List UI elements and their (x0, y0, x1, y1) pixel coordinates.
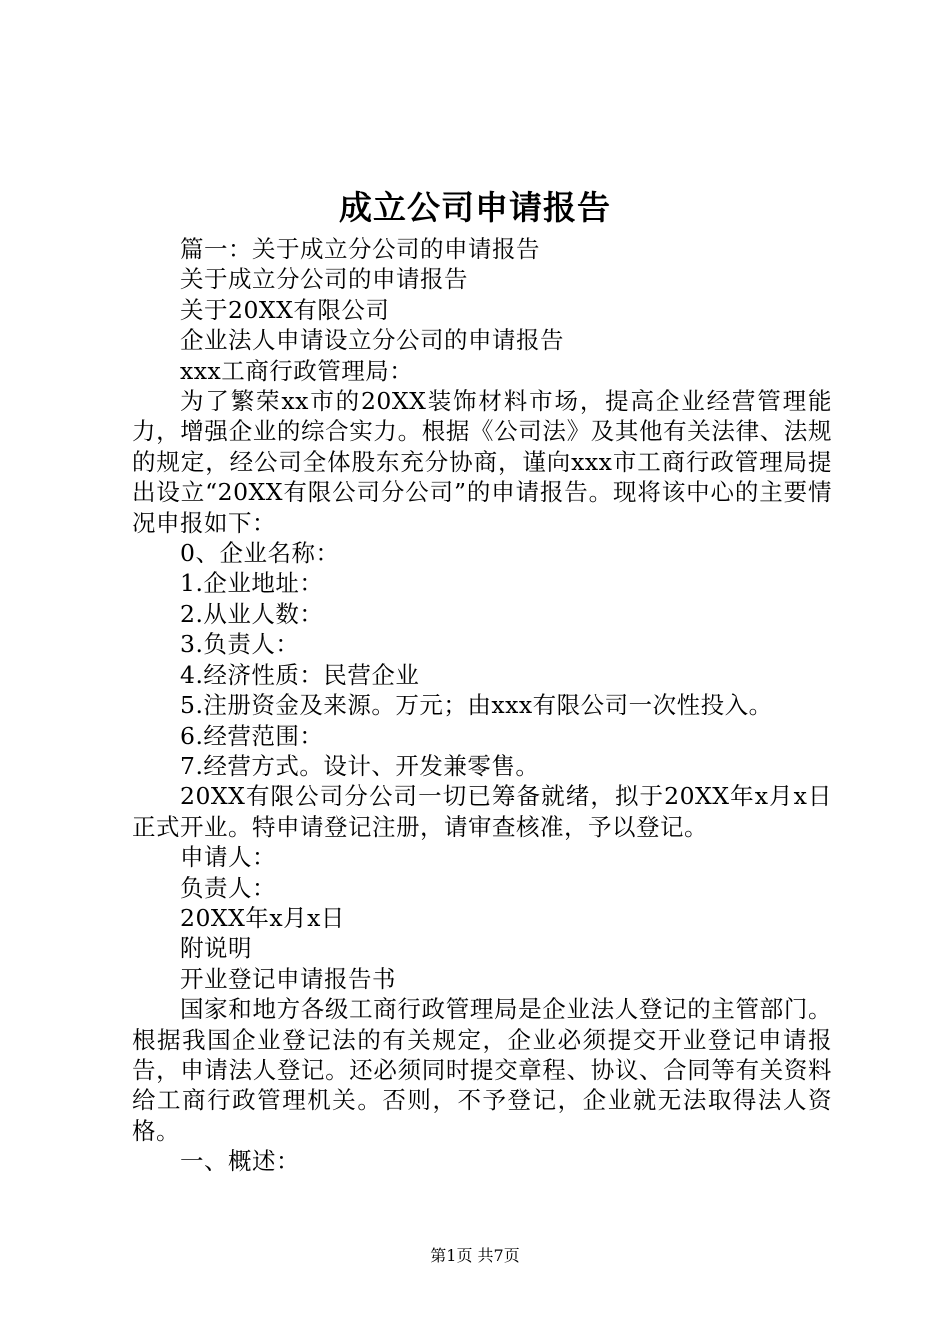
paragraph: 20XX有限公司分公司一切已筹备就绪，拟于20XX年x月x日正式开业。特申请登记注册，请审查核准，予以登记。 (132, 782, 832, 841)
paragraph: 申请人： (180, 843, 276, 872)
paragraph: 关于成立分公司的申请报告 (180, 265, 468, 294)
paragraph: 为了繁荣xx市的20XX装饰材料市场，提高企业经营管理能力，增强企业的综合实力。根据《公司法》及其他有关法律、法规的规定，经公司全体股东充分协商，谨向xxx市工商行政管理局提出设立“20XX有限公司分公司”的申请报告。现将该中心的主要情况申报如下： (132, 387, 832, 537)
paragraph: 3.负责人： (180, 630, 300, 659)
paragraph: 开业登记申请报告书 (180, 964, 396, 993)
paragraph: 关于20XX有限公司 (180, 295, 390, 324)
paragraph: xxx工商行政管理局： (180, 356, 414, 385)
paragraph: 2.从业人数： (180, 599, 324, 628)
paragraph: 4.经济性质：民营企业 (180, 660, 420, 689)
page-footer: 第1页 共7页 (430, 1246, 520, 1265)
paragraph: 6.经营范围： (180, 721, 324, 750)
paragraph: 20XX年x月x日 (180, 903, 345, 932)
paragraph: 0、企业名称： (180, 539, 340, 568)
paragraph: 7.经营方式。设计、开发兼零售。 (180, 751, 540, 780)
paragraph: 国家和地方各级工商行政管理局是企业法人登记的主管部门。根据我国企业登记法的有关规定，企业必须提交开业登记申请报告，申请法人登记。还必须同时提交章程、协议、合同等有关资料给工商行政管理机关。否则，不予登记，企业就无法取得法人资格。 (132, 995, 832, 1145)
paragraph: 负责人： (180, 873, 276, 902)
document-title: 成立公司申请报告 (339, 188, 611, 227)
paragraph: 5.注册资金及来源。万元；由xxx有限公司一次性投入。 (180, 691, 773, 720)
document-body (132, 234, 832, 1177)
paragraph: 企业法人申请设立分公司的申请报告 (180, 326, 564, 355)
paragraph: 一、概述： (180, 1147, 300, 1176)
paragraph: 1.企业地址： (180, 569, 324, 598)
paragraph: 附说明 (180, 934, 252, 963)
paragraph: 篇一：关于成立分公司的申请报告 (180, 235, 540, 263)
